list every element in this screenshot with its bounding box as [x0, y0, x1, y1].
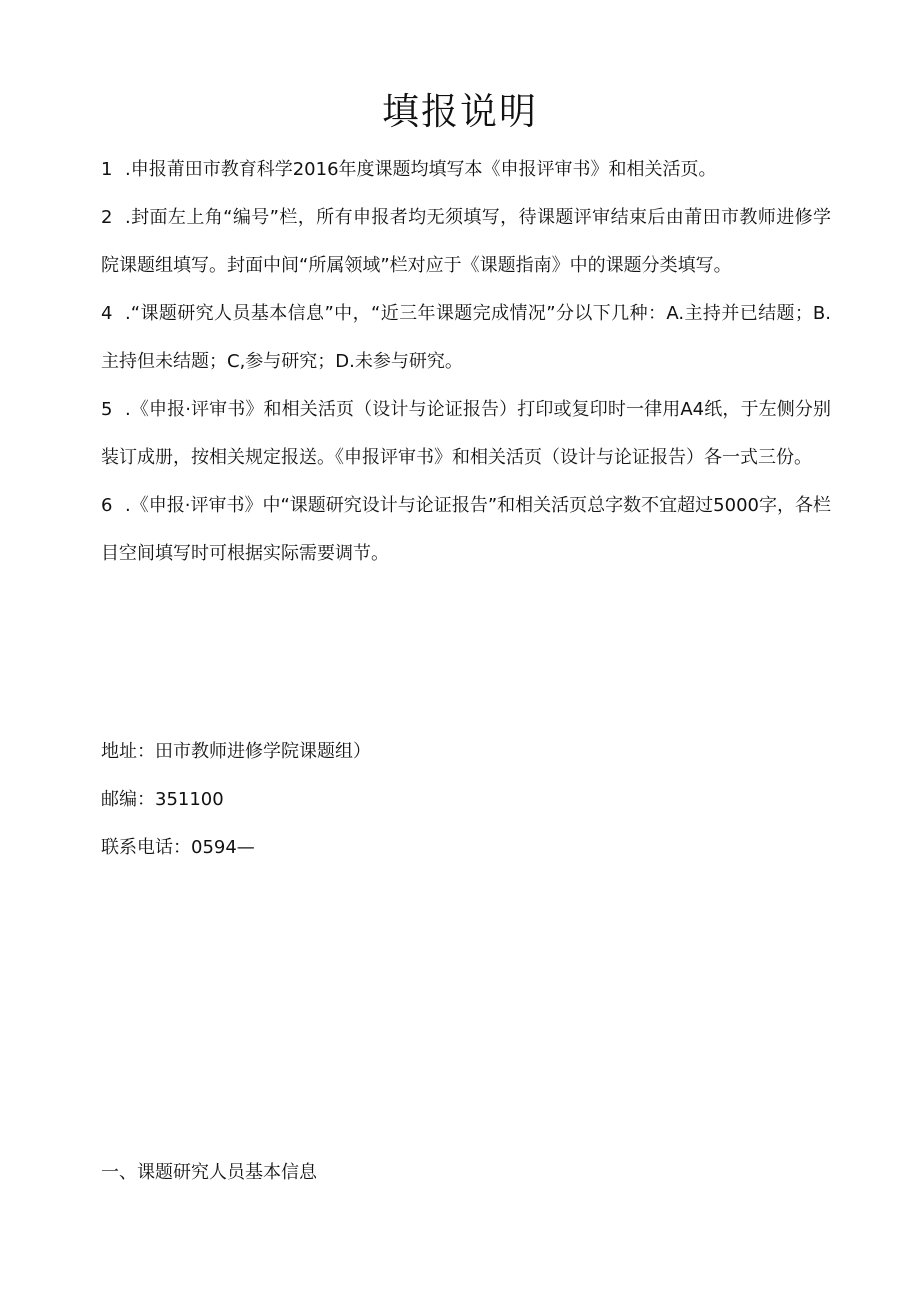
- contact-info: [101, 728, 831, 872]
- instruction-text: .《申报·评审书》中“课题研究设计与论证报告”和相关活页总字数不宜超过5000字，各栏目空间填写时可根据实际需要调节。: [101, 495, 831, 564]
- instruction-item-5: [101, 386, 831, 482]
- section-heading: 一、课题研究人员基本信息: [101, 1162, 317, 1183]
- instruction-text: .“课题研究人员基本信息”中，“近三年课题完成情况”分以下几种：A.主持并已结题；B.主持但未结题；C,参与研究；D.未参与研究。: [101, 303, 831, 372]
- instruction-number: 4: [101, 303, 113, 324]
- instruction-number: 5: [101, 399, 113, 420]
- contact-address: 地址：田市教师进修学院课题组）: [101, 741, 371, 762]
- instruction-item-6: [101, 482, 831, 578]
- instruction-item-2: [101, 194, 831, 290]
- instruction-text: .申报莆田市教育科学2016年度课题均填写本《申报评审书》和相关活页。: [125, 159, 717, 180]
- contact-postcode: 邮编：351100: [101, 789, 224, 810]
- instruction-number: 2: [101, 207, 113, 228]
- instruction-number: 6: [101, 495, 113, 516]
- instruction-item-4: [101, 290, 831, 386]
- instruction-item-1: [101, 146, 831, 194]
- instructions-list: [101, 146, 831, 578]
- contact-phone: 联系电话：0594—: [101, 837, 255, 858]
- instruction-text: .《申报·评审书》和相关活页（设计与论证报告）打印或复印时一律用A4纸，于左侧分别装订成册，按相关规定报送。《申报评审书》和相关活页（设计与论证报告）各一式三份。: [101, 399, 831, 468]
- instruction-text: .封面左上角“编号”栏，所有申报者均无须填写，待课题评审结束后由莆田市教师进修学院课题组填写。封面中间“所属领域”栏对应于《课题指南》中的课题分类填写。: [101, 207, 831, 276]
- instruction-number: 1: [101, 159, 113, 180]
- page-title: 填报说明: [382, 90, 538, 133]
